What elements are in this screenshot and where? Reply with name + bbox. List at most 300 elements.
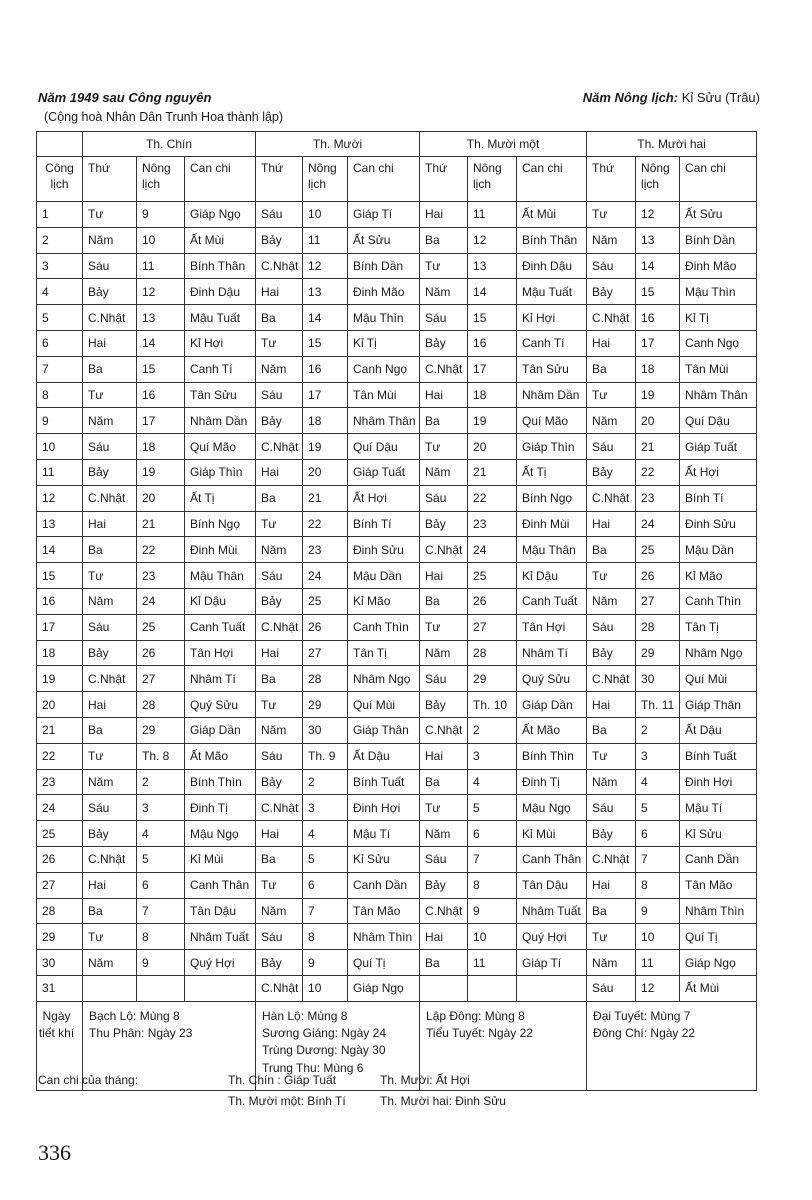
page-subtitle: (Cộng hoà Nhân Dân Trunh Hoa thành lập) xyxy=(44,110,284,124)
lunar-date: 3 xyxy=(636,743,680,769)
lunar-date: 25 xyxy=(636,537,680,563)
can-chi: Đinh Mùi xyxy=(517,511,587,537)
lunar-date: 15 xyxy=(303,330,348,356)
day-number: 16 xyxy=(37,588,83,614)
weekday: Tư xyxy=(83,202,137,228)
can-chi: Mậu Ngọ xyxy=(185,821,256,847)
weekday: Sáu xyxy=(83,795,137,821)
lunar-date: 9 xyxy=(303,950,348,976)
lunar-date: 20 xyxy=(303,459,348,485)
can-chi: Đinh Sửu xyxy=(348,537,420,563)
table-row xyxy=(37,975,757,1001)
can-chi: Quý Sửu xyxy=(185,692,256,718)
lunar-date: 28 xyxy=(137,692,185,718)
month-header-row xyxy=(37,132,757,157)
weekday: Hai xyxy=(256,459,303,485)
can-chi: Kỉ Mùi xyxy=(185,846,256,872)
lunar-date: Th. 10 xyxy=(468,692,517,718)
lunar-date: 9 xyxy=(137,950,185,976)
weekday: Hai xyxy=(587,511,636,537)
weekday: Hai xyxy=(83,330,137,356)
can-chi: Giáp Tuất xyxy=(348,459,420,485)
lunar-date: 15 xyxy=(468,305,517,331)
weekday: Sáu xyxy=(256,563,303,589)
can-chi: Mậu Tí xyxy=(348,821,420,847)
weekday: Tư xyxy=(256,330,303,356)
weekday: Tư xyxy=(256,872,303,898)
lunar-date: 8 xyxy=(636,872,680,898)
can-chi: Tân Hợi xyxy=(517,614,587,640)
can-chi: Đinh Sửu xyxy=(680,511,757,537)
day-number: 15 xyxy=(37,563,83,589)
lunar-date: 29 xyxy=(303,692,348,718)
can-chi: Giáp Tí xyxy=(517,950,587,976)
weekday: Bảy xyxy=(83,640,137,666)
day-number: 21 xyxy=(37,717,83,743)
table-row xyxy=(37,227,757,253)
weekday: Hai xyxy=(83,511,137,537)
can-chi: Canh Ngọ xyxy=(348,356,420,382)
lunar-date: 14 xyxy=(468,279,517,305)
table-row xyxy=(37,950,757,976)
weekday: Bảy xyxy=(256,950,303,976)
can-chi: Canh Thân xyxy=(185,872,256,898)
weekday: Sáu xyxy=(256,382,303,408)
can-chi-header: Can chi xyxy=(348,157,420,202)
can-chi-header: Can chi xyxy=(185,157,256,202)
lunar-date: 22 xyxy=(137,537,185,563)
table-row xyxy=(37,717,757,743)
can-chi: Kỉ Sửu xyxy=(348,846,420,872)
can-chi: Mậu Thân xyxy=(517,537,587,563)
can-chi: Nhâm Tuất xyxy=(517,898,587,924)
lunar-date: 24 xyxy=(636,511,680,537)
can-chi: Mậu Tuất xyxy=(185,305,256,331)
month-header: Th. Mười hai xyxy=(587,132,757,157)
weekday: Bảy xyxy=(420,330,468,356)
tiet-khi-item: Đông Chí: Ngày 22 xyxy=(593,1026,696,1041)
month-header: Th. Mười xyxy=(256,132,420,157)
lunar-date: 23 xyxy=(137,563,185,589)
nong-lich-header: Nông lịch xyxy=(468,157,517,202)
lunar-date: 10 xyxy=(303,202,348,228)
can-chi: Ất Mùi xyxy=(517,202,587,228)
lunar-date xyxy=(468,975,517,1001)
can-chi: Đinh Hợi xyxy=(680,769,757,795)
lunar-date: 10 xyxy=(468,924,517,950)
lunar-date: 5 xyxy=(468,795,517,821)
lunar-year-label: Năm Nông lịch: xyxy=(582,90,679,105)
weekday: C.Nhật xyxy=(256,434,303,460)
lunar-date: 6 xyxy=(636,821,680,847)
weekday: Sáu xyxy=(587,434,636,460)
lunar-date: 16 xyxy=(137,382,185,408)
lunar-date: 11 xyxy=(468,202,517,228)
lunar-date: 27 xyxy=(137,666,185,692)
can-chi: Bính Thân xyxy=(185,253,256,279)
day-number: 29 xyxy=(37,924,83,950)
can-chi: Ất Tị xyxy=(185,485,256,511)
lunar-date: 26 xyxy=(137,640,185,666)
can-chi: Bính Thìn xyxy=(185,769,256,795)
lunar-date: 13 xyxy=(137,305,185,331)
can-chi: Tân Hợi xyxy=(185,640,256,666)
weekday: Năm xyxy=(587,408,636,434)
can-chi: Giáp Thìn xyxy=(185,459,256,485)
day-number: 18 xyxy=(37,640,83,666)
weekday: Năm xyxy=(256,717,303,743)
lunar-date: 4 xyxy=(303,821,348,847)
tiet-khi-item: Thu Phân: Ngày 23 xyxy=(89,1026,193,1041)
nong-lich-header: Nông lịch xyxy=(137,157,185,202)
weekday: Hai xyxy=(83,872,137,898)
weekday: Ba xyxy=(256,846,303,872)
can-chi: Tân Tị xyxy=(348,640,420,666)
can-chi: Quí Mùi xyxy=(348,692,420,718)
lunar-date: 4 xyxy=(468,769,517,795)
table-row xyxy=(37,588,757,614)
lunar-date: 24 xyxy=(137,588,185,614)
thu-header: Thứ xyxy=(256,157,303,202)
day-number: 13 xyxy=(37,511,83,537)
day-number: 14 xyxy=(37,537,83,563)
weekday: Tư xyxy=(420,434,468,460)
weekday: C.Nhật xyxy=(256,795,303,821)
can-chi: Nhâm Tí xyxy=(517,640,587,666)
can-chi: Quí Mão xyxy=(517,408,587,434)
can-chi: Giáp Thân xyxy=(680,692,757,718)
lunar-date: 12 xyxy=(636,202,680,228)
can-chi: Kỉ Hợi xyxy=(517,305,587,331)
can-chi: Nhâm Dần xyxy=(185,408,256,434)
can-chi: Đinh Mão xyxy=(348,279,420,305)
lunar-date: 19 xyxy=(303,434,348,460)
weekday: Ba xyxy=(256,666,303,692)
lunar-date: 7 xyxy=(636,846,680,872)
lunar-date: 14 xyxy=(636,253,680,279)
lunar-date: 24 xyxy=(468,537,517,563)
day-number: 20 xyxy=(37,692,83,718)
weekday: Bảy xyxy=(83,279,137,305)
table-row xyxy=(37,795,757,821)
can-chi: Kỉ Sửu xyxy=(680,821,757,847)
can-chi: Nhâm Thân xyxy=(680,382,757,408)
weekday: Sáu xyxy=(83,434,137,460)
weekday: Năm xyxy=(587,769,636,795)
can-chi: Mậu Tuất xyxy=(517,279,587,305)
table-row xyxy=(37,924,757,950)
footer-month-12: Th. Mười hai: Đinh Sửu xyxy=(380,1094,506,1108)
can-chi: Giáp Tí xyxy=(348,202,420,228)
tiet-khi-item: Tiểu Tuyết: Ngày 22 xyxy=(426,1026,533,1041)
lunar-date: Th. 11 xyxy=(636,692,680,718)
weekday: Năm xyxy=(420,821,468,847)
can-chi: Ất Mão xyxy=(185,743,256,769)
can-chi: Kỉ Mão xyxy=(680,563,757,589)
weekday: Hai xyxy=(420,743,468,769)
table-row xyxy=(37,898,757,924)
tiet-khi-item: Sương Giáng: Ngày 24 xyxy=(262,1026,386,1041)
month-header: Th. Chín xyxy=(83,132,256,157)
day-number: 26 xyxy=(37,846,83,872)
lunar-date: 29 xyxy=(137,717,185,743)
weekday: Sáu xyxy=(587,795,636,821)
weekday: Tư xyxy=(420,614,468,640)
thu-header: Thứ xyxy=(83,157,137,202)
weekday: Ba xyxy=(420,769,468,795)
weekday: Sáu xyxy=(256,743,303,769)
can-chi: Quý Sửu xyxy=(517,666,587,692)
can-chi: Canh Thìn xyxy=(680,588,757,614)
lunar-date: 28 xyxy=(468,640,517,666)
weekday: C.Nhật xyxy=(83,485,137,511)
lunar-date: 3 xyxy=(468,743,517,769)
can-chi: Đinh Hợi xyxy=(348,795,420,821)
lunar-date: 19 xyxy=(636,382,680,408)
can-chi: Canh Thân xyxy=(517,846,587,872)
day-number: 23 xyxy=(37,769,83,795)
lunar-date: 5 xyxy=(303,846,348,872)
lunar-date: 15 xyxy=(137,356,185,382)
can-chi: Giáp Thìn xyxy=(517,434,587,460)
lunar-date: 3 xyxy=(303,795,348,821)
lunar-date xyxy=(137,975,185,1001)
can-chi: Kỉ Hợi xyxy=(185,330,256,356)
table-row xyxy=(37,511,757,537)
weekday: Bảy xyxy=(256,227,303,253)
lunar-date: 27 xyxy=(636,588,680,614)
lunar-date: 6 xyxy=(468,821,517,847)
table-row xyxy=(37,872,757,898)
month-header: Th. Mười một xyxy=(420,132,587,157)
weekday: Ba xyxy=(256,305,303,331)
lunar-date: 28 xyxy=(303,666,348,692)
can-chi: Tân Mùi xyxy=(680,356,757,382)
weekday: Bảy xyxy=(587,821,636,847)
table-row xyxy=(37,305,757,331)
calendar-table xyxy=(36,131,757,1091)
weekday: Hai xyxy=(420,924,468,950)
weekday: Tư xyxy=(83,743,137,769)
day-number: 27 xyxy=(37,872,83,898)
lunar-date: 10 xyxy=(137,227,185,253)
can-chi: Bính Ngọ xyxy=(185,511,256,537)
page-number: 336 xyxy=(38,1140,71,1165)
can-chi: Tân Sửu xyxy=(185,382,256,408)
lunar-date: 27 xyxy=(468,614,517,640)
table-row xyxy=(37,692,757,718)
day-number: 3 xyxy=(37,253,83,279)
can-chi: Nhâm Tuất xyxy=(185,924,256,950)
can-chi: Giáp Tuất xyxy=(680,434,757,460)
tiet-khi-item: Trùng Dương: Ngày 30 xyxy=(262,1043,386,1058)
can-chi: Nhâm Ngọ xyxy=(680,640,757,666)
weekday: Hai xyxy=(420,563,468,589)
can-chi xyxy=(517,975,587,1001)
weekday: Hai xyxy=(256,640,303,666)
lunar-date: 11 xyxy=(303,227,348,253)
lunar-date: 12 xyxy=(468,227,517,253)
day-number: 31 xyxy=(37,975,83,1001)
can-chi: Tân Tị xyxy=(680,614,757,640)
lunar-date: 21 xyxy=(137,511,185,537)
lunar-date: 25 xyxy=(137,614,185,640)
lunar-date: 3 xyxy=(137,795,185,821)
lunar-date: 10 xyxy=(303,975,348,1001)
day-number: 12 xyxy=(37,485,83,511)
can-chi: Canh Tí xyxy=(517,330,587,356)
can-chi: Quí Dậu xyxy=(348,434,420,460)
lunar-date: 25 xyxy=(303,588,348,614)
lunar-date: 20 xyxy=(137,485,185,511)
can-chi: Mậu Tí xyxy=(680,795,757,821)
weekday: Tư xyxy=(420,795,468,821)
can-chi: Tân Sửu xyxy=(517,356,587,382)
weekday: Ba xyxy=(420,588,468,614)
weekday: Ba xyxy=(420,950,468,976)
weekday: Ba xyxy=(83,898,137,924)
can-chi: Quí Mùi xyxy=(680,666,757,692)
can-chi xyxy=(185,975,256,1001)
can-chi-header: Can chi xyxy=(680,157,757,202)
weekday: C.Nhật xyxy=(587,485,636,511)
lunar-date: 24 xyxy=(303,563,348,589)
day-number: 25 xyxy=(37,821,83,847)
lunar-date: 17 xyxy=(137,408,185,434)
can-chi: Ất Mùi xyxy=(185,227,256,253)
lunar-date: 16 xyxy=(303,356,348,382)
lunar-date: 30 xyxy=(303,717,348,743)
cong-lich-header: Công lịch xyxy=(37,157,83,202)
lunar-date: 10 xyxy=(636,924,680,950)
can-chi: Ất Mão xyxy=(517,717,587,743)
weekday: Sáu xyxy=(420,485,468,511)
weekday: Bảy xyxy=(83,821,137,847)
can-chi: Mậu Thìn xyxy=(348,305,420,331)
weekday: C.Nhật xyxy=(420,717,468,743)
weekday: Hai xyxy=(587,872,636,898)
tiet-khi-item: Bạch Lộ: Mùng 8 xyxy=(89,1008,180,1023)
can-chi: Mậu Thìn xyxy=(680,279,757,305)
day-number: 10 xyxy=(37,434,83,460)
can-chi: Bính Tí xyxy=(348,511,420,537)
weekday: Sáu xyxy=(587,253,636,279)
can-chi: Canh Tuất xyxy=(517,588,587,614)
nong-lich-header: Nông lịch xyxy=(636,157,680,202)
weekday: Bảy xyxy=(587,640,636,666)
lunar-date: 18 xyxy=(636,356,680,382)
weekday: C.Nhật xyxy=(420,537,468,563)
lunar-date: 2 xyxy=(137,769,185,795)
lunar-date: 9 xyxy=(468,898,517,924)
lunar-date: 20 xyxy=(636,408,680,434)
can-chi: Mậu Dần xyxy=(680,537,757,563)
can-chi: Bính Tí xyxy=(680,485,757,511)
weekday: Bảy xyxy=(83,459,137,485)
lunar-date: 14 xyxy=(137,330,185,356)
weekday: Năm xyxy=(587,588,636,614)
table-row xyxy=(37,563,757,589)
can-chi: Mậu Thân xyxy=(185,563,256,589)
table-row xyxy=(37,356,757,382)
day-number: 6 xyxy=(37,330,83,356)
table-row xyxy=(37,537,757,563)
can-chi: Giáp Dần xyxy=(517,692,587,718)
weekday: Ba xyxy=(587,356,636,382)
lunar-date: 23 xyxy=(468,511,517,537)
can-chi: Tân Mão xyxy=(680,872,757,898)
can-chi: Giáp Ngọ xyxy=(680,950,757,976)
weekday: Tư xyxy=(587,924,636,950)
weekday: C.Nhật xyxy=(83,305,137,331)
can-chi: Bính Thân xyxy=(517,227,587,253)
weekday: Năm xyxy=(256,537,303,563)
can-chi: Tân Dậu xyxy=(185,898,256,924)
weekday: Hai xyxy=(256,279,303,305)
weekday: C.Nhật xyxy=(587,846,636,872)
can-chi: Quí Tị xyxy=(348,950,420,976)
day-number: 7 xyxy=(37,356,83,382)
day-number: 24 xyxy=(37,795,83,821)
can-chi: Nhâm Tí xyxy=(185,666,256,692)
can-chi: Ất Hợi xyxy=(348,485,420,511)
lunar-date: 16 xyxy=(468,330,517,356)
weekday: Tư xyxy=(587,382,636,408)
can-chi: Bính Tuất xyxy=(348,769,420,795)
lunar-date: 27 xyxy=(303,640,348,666)
footer-label: Can chi của tháng: xyxy=(38,1073,139,1087)
lunar-date: 4 xyxy=(137,821,185,847)
day-number: 22 xyxy=(37,743,83,769)
table-row xyxy=(37,202,757,228)
footer-month-9: Th. Chín : Giáp Tuất xyxy=(228,1073,337,1087)
lunar-date: 29 xyxy=(468,666,517,692)
tiet-khi-item: Đại Tuyết: Mùng 7 xyxy=(593,1008,691,1023)
weekday: C.Nhật xyxy=(256,614,303,640)
weekday: Ba xyxy=(256,485,303,511)
weekday: Bảy xyxy=(587,459,636,485)
lunar-date: 7 xyxy=(137,898,185,924)
day-number: 4 xyxy=(37,279,83,305)
can-chi: Nhâm Thìn xyxy=(680,898,757,924)
weekday: Sáu xyxy=(587,975,636,1001)
lunar-date: 2 xyxy=(636,717,680,743)
can-chi: Mậu Dần xyxy=(348,563,420,589)
weekday: Hai xyxy=(587,692,636,718)
tiet-khi-item: Hàn Lộ: Mùng 8 xyxy=(262,1008,348,1023)
can-chi: Ất Mùi xyxy=(680,975,757,1001)
lunar-year-value: Kỉ Sửu (Trâu) xyxy=(681,90,760,105)
lunar-date: 28 xyxy=(636,614,680,640)
can-chi: Đinh Tị xyxy=(517,769,587,795)
lunar-date: 21 xyxy=(303,485,348,511)
lunar-date: 20 xyxy=(468,434,517,460)
lunar-date: 2 xyxy=(468,717,517,743)
weekday: Bảy xyxy=(256,408,303,434)
weekday: C.Nhật xyxy=(256,253,303,279)
lunar-date: 25 xyxy=(468,563,517,589)
lunar-date: 16 xyxy=(636,305,680,331)
corner-cell xyxy=(37,132,83,157)
weekday: Năm xyxy=(420,459,468,485)
lunar-date: 23 xyxy=(303,537,348,563)
day-number: 17 xyxy=(37,614,83,640)
lunar-date: 17 xyxy=(303,382,348,408)
can-chi: Tân Mão xyxy=(348,898,420,924)
weekday: Hai xyxy=(587,330,636,356)
table-row xyxy=(37,743,757,769)
weekday: Tư xyxy=(83,924,137,950)
